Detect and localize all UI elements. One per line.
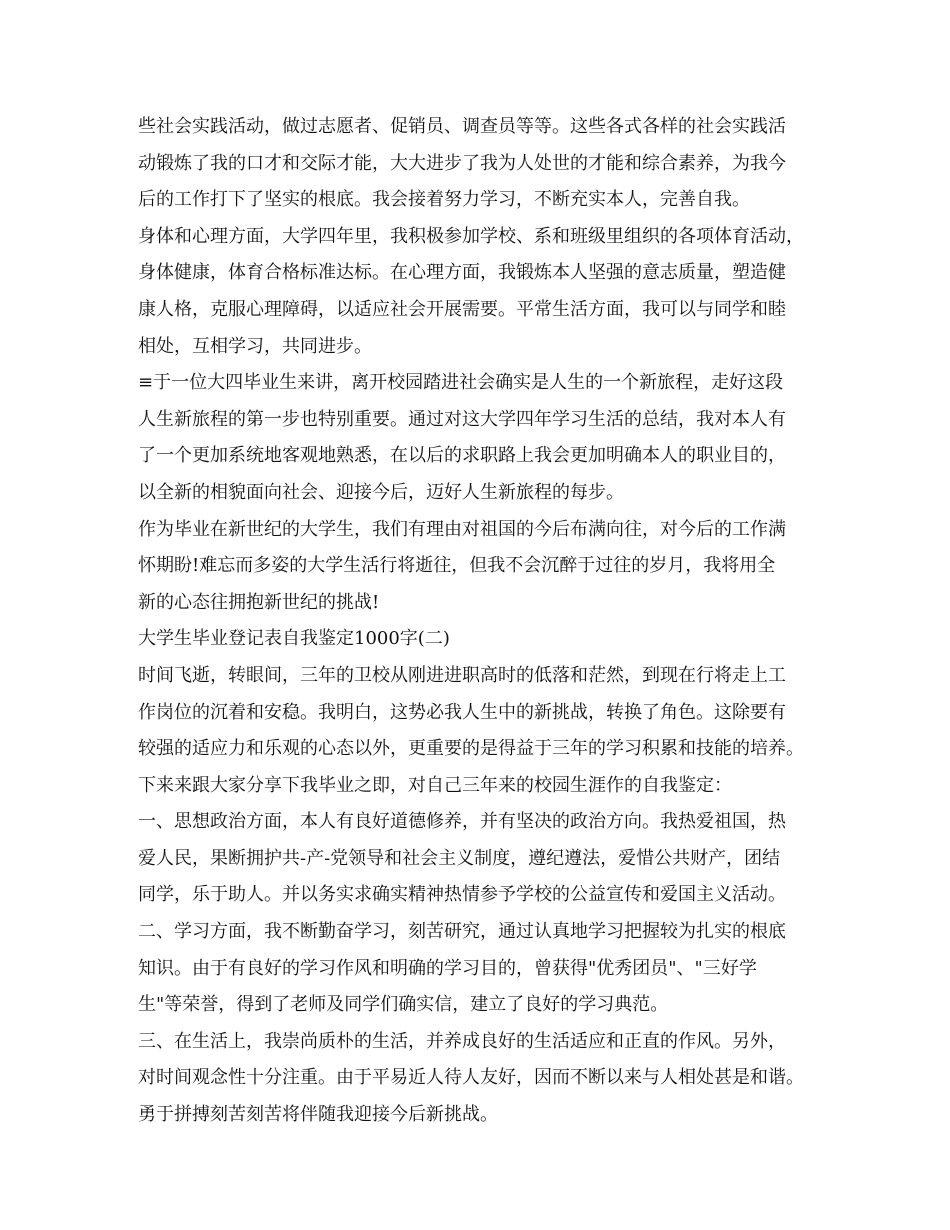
document-body [138, 109, 828, 1134]
text-line: 较强的适应力和乐观的心态以外，更重要的是得益于三年的学习积累和技能的培养。 [138, 738, 804, 760]
text-line: 作岗位的沉着和安稳。我明白，这势必我人生中的新挑战，转换了角色。这除要有 [138, 701, 786, 723]
text-line: 以全新的相貌面向社会、迎接今后，迈好人生新旅程的每步。 [138, 481, 624, 503]
text-line: 动锻炼了我的口才和交际才能，大大进步了我为人处世的才能和综合素养，为我今 [138, 152, 786, 174]
text-line: 身体健康，体育合格标准达标。在心理方面，我锻炼本人坚强的意志质量，塑造健 [138, 262, 786, 284]
text-line: 下来来跟大家分享下我毕业之即，对自己三年来的校园生涯作的自我鉴定： [138, 774, 732, 796]
text-line: ≡于一位大四毕业生来讲，离开校园踏进社会确实是人生的一个新旅程，走好这段 [138, 372, 784, 394]
text-line: 相处，互相学习，共同进步。 [138, 335, 372, 357]
text-line: 勇于拼搏刻苦刻苦将伴随我迎接今后新挑战。 [138, 1104, 498, 1126]
text-line: 了一个更加系统地客观地熟悉，在以后的求职路上我会更加明确本人的职业目的， [138, 445, 786, 467]
text-line: 知识。由于有良好的学习作风和明确的学习目的，曾获得"优秀团员"、"三好学 [138, 957, 757, 979]
text-line: 三、在生活上，我崇尚质朴的生活，并养成良好的生活适应和正直的作风。另外， [138, 1030, 786, 1052]
section-heading: 大学生毕业登记表自我鉴定1000字(二) [138, 628, 450, 650]
text-line: 对时间观念性十分注重。由于平易近人待人友好，因而不断以来与人相处甚是和谐。 [138, 1067, 804, 1089]
text-line: 新的心态往拥抱新世纪的挑战! [138, 591, 380, 613]
text-line: 一、思想政治方面，本人有良好道德修养，并有坚决的政治方向。我热爱祖国，热 [138, 811, 786, 833]
text-line: 身体和心理方面，大学四年里，我积极参加学校、系和班级里组织的各项体育活动， [138, 225, 804, 247]
text-line: 康人格，克服心理障碍，以适应社会开展需要。平常生活方面，我可以与同学和睦 [138, 298, 786, 320]
text-line: 后的工作打下了坚实的根底。我会接着努力学习，不断充实本人，完善自我。 [138, 189, 750, 211]
text-line: 些社会实践活动，做过志愿者、促销员、调查员等等。这些各式各样的社会实践活 [138, 116, 786, 137]
text-line: 同学，乐于助人。并以务实求确实精神热情参予学校的公益宣传和爱国主义活动。 [138, 884, 786, 906]
text-line: 怀期盼!难忘而多姿的大学生活行将逝往，但我不会沉醉于过往的岁月，我将用全 [138, 555, 776, 577]
text-line: 生"等荣誉，得到了老师及同学们确实信，建立了良好的学习典范。 [138, 994, 669, 1016]
text-line: 二、学习方面，我不断勤奋学习，刻苦研究，通过认真地学习把握较为扎实的根底 [138, 921, 786, 943]
text-line: 爱人民，果断拥护共-产-党领导和社会主义制度，遵纪遵法，爱惜公共财产，团结 [138, 847, 781, 869]
text-line: 时间飞逝，转眼间，三年的卫校从刚进进职高时的低落和茫然，到现在行将走上工 [138, 664, 786, 686]
text-line: 作为毕业在新世纪的大学生，我们有理由对祖国的今后布满向往，对今后的工作满 [138, 518, 786, 540]
text-line: 人生新旅程的第一步也特别重要。通过对这大学四年学习生活的总结，我对本人有 [138, 408, 786, 430]
